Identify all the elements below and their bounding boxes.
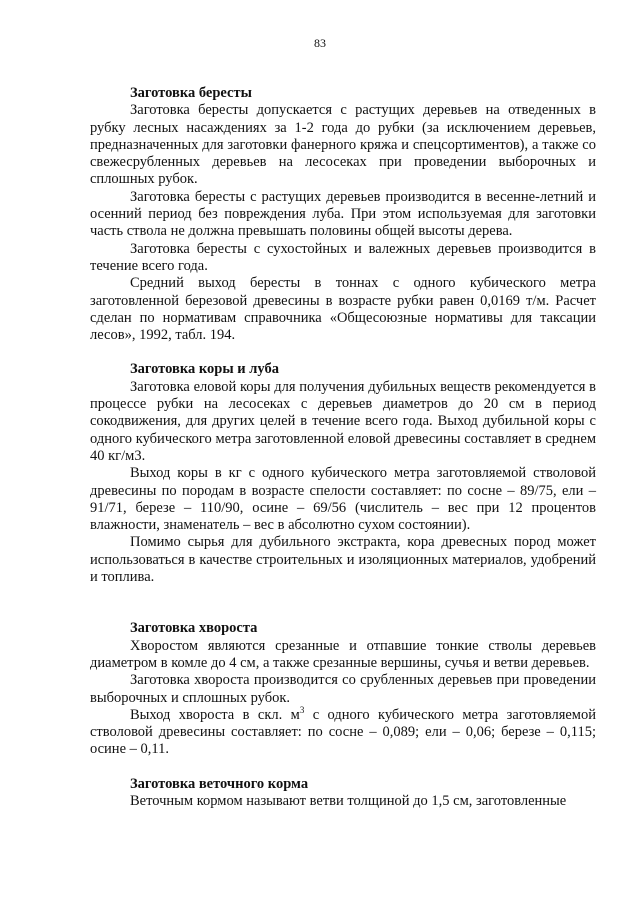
paragraph: Помимо сырья для дубильного экстракта, кора древесных пород может использоваться в качестве строительных и изоляционных материалов, удобрений и топлива.	[90, 534, 596, 586]
paragraph: Веточным кормом называют ветви толщиной до 1,5 см, заготовленные	[130, 792, 567, 809]
paragraph: Выход коры в кг с одного кубического метра заготовляемой стволовой древесины по породам в возрасте спелости составляет: по сосне – 89/75, ели – 91/71, березе – 110/90, осине – 69/56 (числитель – вес при 12 процентов влажности, знаменатель – вес в абсолютно сухом состоянии).	[90, 465, 596, 534]
paragraph: Заготовка бересты с растущих деревьев производится в весенне-летний и осенний период без повреждения луба. При этом используемая для заготовки часть ствола не должна превышать половины общей высоты дерева.	[90, 188, 596, 240]
text-span: с одного кубического метра заготовляемой стволовой древесины составляет: по сосне – 0,089; ели – 0,06; березе – 0,115; осине – 0,11.	[90, 706, 596, 758]
paragraph: Заготовка бересты допускается с растущих деревьев на отведенных в рубку лесных насаждениях за 1-2 года до рубки (за исключением деревьев, предназначенных для заготовки фанерного кряжа и спецсортиментов), а также со свежесрубленных деревьев на лесосеках при проведении выборочных и сплошных рубок.	[90, 102, 596, 188]
section-title: Заготовка бересты	[130, 85, 252, 101]
paragraph: Заготовка хвороста производится со срубленных деревьев при проведении выборочных и сплошных рубок.	[90, 672, 596, 706]
section-title: Заготовка хвороста	[130, 620, 258, 637]
section-title: Заготовка коры и луба	[130, 361, 279, 378]
document-body	[90, 85, 596, 810]
section-title: Заготовка веточного корма	[130, 775, 309, 792]
superscript: 3	[299, 704, 305, 715]
section-birch-bark	[90, 85, 596, 344]
paragraph	[90, 704, 596, 759]
section-twig-feed	[90, 776, 596, 811]
paragraph: Заготовка еловой коры для получения дубильных веществ рекомендуется в процессе рубки на лесосеках с деревьев диаметров до 20 см в период сокодвижения, для других целей в течение всего года. Выход дубильной коры с одного кубического метра заготовленной еловой древесины составляет в среднем 40 кг/м3.	[90, 378, 596, 464]
section-brushwood	[90, 620, 596, 758]
text-span: Выход хвороста в скл. м	[130, 706, 300, 723]
page-number: 83	[314, 36, 326, 50]
paragraph: Заготовка бересты с сухостойных и валежных деревьев производится в течение всего года.	[90, 240, 596, 274]
paragraph: Средний выход бересты в тоннах с одного кубического метра заготовленной березовой древесины в возрасте рубки равен 0,0169 т/м. Расчет сделан по нормативам справочника «Общесоюзные нормативы для таксации лесов», 1992, табл. 194.	[90, 275, 596, 344]
section-bark-bast	[90, 361, 596, 586]
paragraph: Хворостом являются срезанные и отпавшие тонкие стволы деревьев диаметром в комле до 4 см, а также срезанные вершины, сучья и ветви деревьев.	[90, 637, 596, 671]
